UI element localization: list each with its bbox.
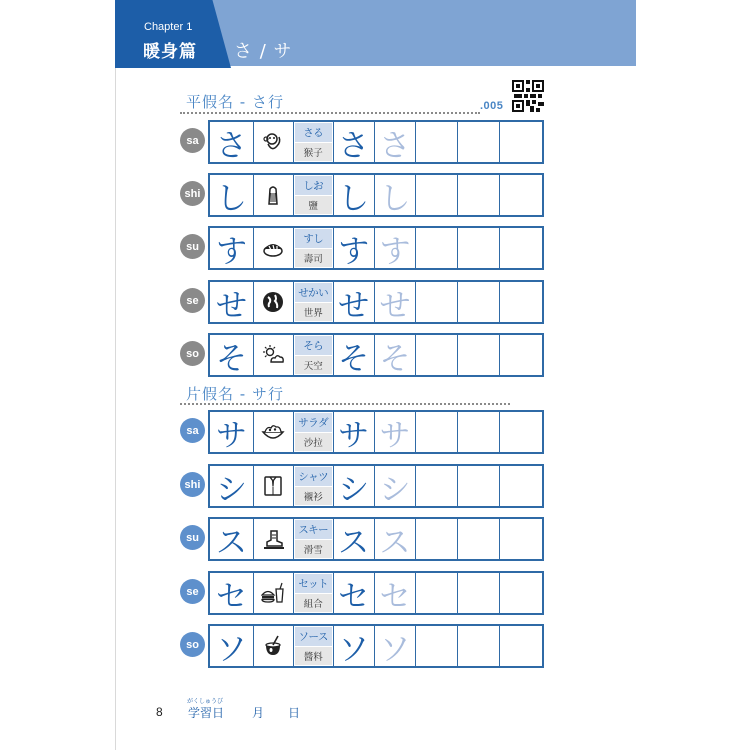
practice-box[interactable]	[416, 282, 458, 322]
kana-copy: ス	[334, 519, 375, 559]
vocab-reading: そら	[295, 336, 332, 355]
ski-boot-icon	[254, 519, 294, 559]
romaji-badge: sa	[180, 128, 205, 153]
shirt-icon	[254, 466, 294, 506]
practice-box[interactable]	[416, 466, 458, 506]
kana-model: さ	[210, 122, 254, 162]
practice-box[interactable]	[500, 282, 542, 322]
practice-grid	[208, 226, 544, 270]
practice-box[interactable]	[416, 573, 458, 613]
kana-copy: し	[334, 175, 375, 215]
practice-row	[180, 173, 544, 217]
vocab-cell	[294, 175, 334, 215]
study-date-label: 学習日	[188, 706, 225, 720]
kana-trace: そ	[375, 335, 417, 375]
practice-box[interactable]	[458, 626, 500, 666]
vocab-meaning: 鹽	[295, 196, 332, 215]
vocab-meaning: 天空	[295, 356, 332, 375]
practice-box[interactable]	[500, 175, 542, 215]
salad-icon	[254, 412, 294, 452]
practice-box[interactable]	[500, 573, 542, 613]
practice-box[interactable]	[500, 519, 542, 559]
vocab-cell	[294, 122, 334, 162]
romaji-badge: su	[180, 525, 205, 550]
romaji-badge: su	[180, 234, 205, 259]
practice-box[interactable]	[416, 228, 458, 268]
practice-row	[180, 624, 544, 668]
salt-shaker-icon	[254, 175, 294, 215]
practice-grid	[208, 517, 544, 561]
practice-box[interactable]	[500, 335, 542, 375]
practice-grid	[208, 120, 544, 164]
vocab-cell	[294, 282, 334, 322]
kana-copy: そ	[334, 335, 375, 375]
section-divider	[180, 112, 480, 114]
kana-trace: せ	[375, 282, 417, 322]
vocab-meaning: 猴子	[295, 143, 332, 162]
romaji-badge: se	[180, 288, 205, 313]
vocab-reading: ソース	[295, 627, 332, 646]
vocab-meaning: 壽司	[295, 249, 332, 268]
practice-box[interactable]	[500, 122, 542, 162]
qr-code-icon[interactable]	[512, 80, 544, 112]
practice-box[interactable]	[458, 466, 500, 506]
section-divider	[180, 403, 510, 405]
kana-copy: す	[334, 228, 375, 268]
kana-copy: ソ	[334, 626, 375, 666]
vocab-meaning: 沙拉	[295, 433, 332, 452]
practice-box[interactable]	[458, 412, 500, 452]
kana-trace: す	[375, 228, 417, 268]
practice-row	[180, 517, 544, 561]
sky-icon	[254, 335, 294, 375]
kana-copy: せ	[334, 282, 375, 322]
kana-model: ス	[210, 519, 254, 559]
vocab-cell	[294, 335, 334, 375]
kana-model: ソ	[210, 626, 254, 666]
vocab-reading: すし	[295, 229, 332, 248]
globe-icon	[254, 282, 294, 322]
practice-box[interactable]	[416, 412, 458, 452]
vocab-meaning: 醬料	[295, 647, 332, 666]
kana-copy: さ	[334, 122, 375, 162]
practice-grid	[208, 571, 544, 615]
vocab-cell	[294, 412, 334, 452]
romaji-badge: shi	[180, 472, 205, 497]
practice-box[interactable]	[458, 228, 500, 268]
day-label: 日	[288, 706, 301, 720]
vocab-reading: セット	[295, 574, 332, 593]
practice-grid	[208, 173, 544, 217]
practice-row	[180, 226, 544, 270]
practice-grid	[208, 624, 544, 668]
section-title-katakana: 片假名 - サ行	[186, 385, 284, 403]
kana-model: そ	[210, 335, 254, 375]
practice-box[interactable]	[458, 335, 500, 375]
vocab-meaning: 世界	[295, 303, 332, 322]
kana-model: し	[210, 175, 254, 215]
vocab-reading: しお	[295, 176, 332, 195]
romaji-badge: so	[180, 341, 205, 366]
kana-model: す	[210, 228, 254, 268]
kana-trace: セ	[375, 573, 417, 613]
vocab-cell	[294, 626, 334, 666]
kana-trace: さ	[375, 122, 417, 162]
vocab-meaning: 襯衫	[295, 487, 332, 506]
practice-box[interactable]	[500, 626, 542, 666]
vocab-cell	[294, 519, 334, 559]
monkey-icon	[254, 122, 294, 162]
practice-box[interactable]	[416, 519, 458, 559]
kana-trace: シ	[375, 466, 417, 506]
kana-copy: セ	[334, 573, 375, 613]
chapter-label: Chapter 1	[144, 21, 193, 33]
vocab-reading: サラダ	[295, 413, 332, 432]
romaji-badge: shi	[180, 181, 205, 206]
practice-grid	[208, 333, 544, 377]
vocab-meaning: 滑雪	[295, 540, 332, 559]
section-title-hiragana: 平假名 - さ行	[186, 93, 284, 111]
romaji-badge: sa	[180, 418, 205, 443]
kana-model: シ	[210, 466, 254, 506]
vocab-reading: スキー	[295, 520, 332, 539]
romaji-badge: so	[180, 632, 205, 657]
page-code: .005	[480, 100, 504, 112]
practice-box[interactable]	[416, 335, 458, 375]
vocab-reading: さる	[295, 123, 332, 142]
practice-box[interactable]	[458, 573, 500, 613]
practice-box[interactable]	[416, 175, 458, 215]
practice-box[interactable]	[458, 519, 500, 559]
kana-copy: シ	[334, 466, 375, 506]
practice-grid	[208, 464, 544, 508]
practice-grid	[208, 410, 544, 454]
practice-box[interactable]	[458, 282, 500, 322]
vocab-cell	[294, 466, 334, 506]
practice-box[interactable]	[500, 412, 542, 452]
study-date-ruby: がくしゅうび	[187, 698, 224, 705]
practice-box[interactable]	[500, 228, 542, 268]
romaji-badge: se	[180, 579, 205, 604]
kana-model: せ	[210, 282, 254, 322]
practice-grid	[208, 280, 544, 324]
kana-model: サ	[210, 412, 254, 452]
kana-trace: ソ	[375, 626, 417, 666]
practice-row	[180, 120, 544, 164]
kana-model: セ	[210, 573, 254, 613]
sauce-icon	[254, 626, 294, 666]
kana-trace: サ	[375, 412, 417, 452]
practice-row	[180, 280, 544, 324]
chapter-title: 暖身篇	[143, 42, 197, 62]
sushi-icon	[254, 228, 294, 268]
vocab-cell	[294, 228, 334, 268]
vocab-cell	[294, 573, 334, 613]
kana-trace: ス	[375, 519, 417, 559]
practice-row	[180, 333, 544, 377]
vocab-reading: シャツ	[295, 467, 332, 486]
practice-box[interactable]	[458, 175, 500, 215]
practice-box[interactable]	[500, 466, 542, 506]
practice-box[interactable]	[416, 626, 458, 666]
chapter-subtitle: さ / サ	[234, 41, 293, 62]
month-label: 月	[252, 706, 265, 720]
practice-row	[180, 464, 544, 508]
page-number: 8	[156, 705, 163, 719]
practice-row	[180, 571, 544, 615]
vocab-meaning: 組合	[295, 594, 332, 613]
vocab-reading: せかい	[295, 283, 332, 302]
burger-set-icon	[254, 573, 294, 613]
kana-copy: サ	[334, 412, 375, 452]
practice-box[interactable]	[458, 122, 500, 162]
practice-row	[180, 410, 544, 454]
kana-trace: し	[375, 175, 417, 215]
practice-box[interactable]	[416, 122, 458, 162]
